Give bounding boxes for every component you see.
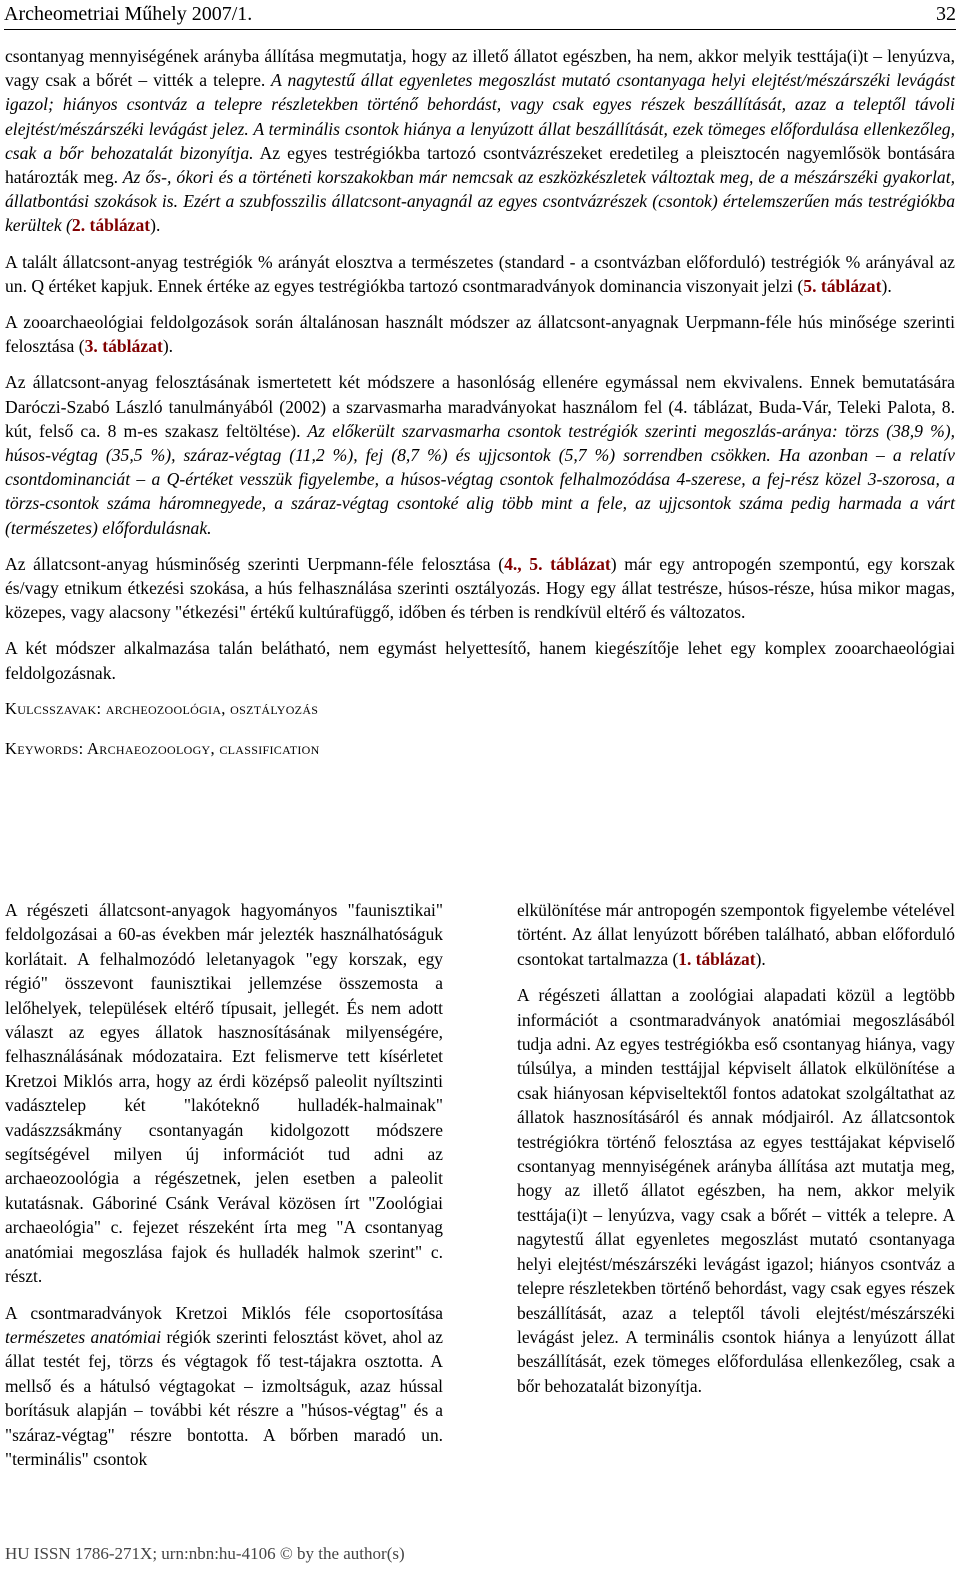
keywords-hungarian: Kulcsszavak: archeozoológia, osztályozás bbox=[5, 698, 319, 718]
left-column bbox=[5, 898, 443, 1483]
intro-paragraph-2: A talált állatcsont-anyag testrégiók % arányát elosztva a természetes (standard - a csontvázban előforduló) testrégiók % arányával az un. Q értéket kapjuk. Ennek értéke az egyes testrégiókba tartozó csontmaradványok dominancia viszonyait jelzi (5. táblázat). bbox=[5, 251, 955, 296]
two-column-body bbox=[5, 898, 955, 1483]
intro-paragraph-3: A zooarchaeológiai feldolgozások során általánosan használt módszer az állatcsont-anyagnak Uerpmann-féle hús minősége szerinti felosztása (3. táblázat). bbox=[5, 312, 955, 357]
page-footer: HU ISSN 1786-271X; urn:nbn:hu-4106 © by the author(s) bbox=[5, 1544, 405, 1563]
intro-paragraph-4: Az állatcsont-anyag felosztásának ismertetett két módszere a hasonlóság ellenére egymással nem ekvivalens. Ennek bemutatására Daróczi-Szabó László tanulmányából (2002) a szarvasmarha maradványokat használom fel (4. táblázat, Buda-Vár, Teleki Palota, 8. kút, felső ca. 8 m-es szakasz feltöltése). Az előkerült szarvasmarha csontok testrégiók szerinti megoszlás-aránya: törzs (38,9 %), húsos-végtag (35,5 %), száraz-végtag (11,2 %), fej (8,7 %) és ujjcsontok (5,7 %) sorrendben csökken. Ha azonban – a relatív csontdominanciát – a Q-értéket vesszük figyelembe, a húsos-végtag csontok felhalmozódása 4-szerese, a fej-rész közel 3-szorosa, a törzs-csontok száma háromnegyede, a száraz-végtag csontoké alig több mint a fele, az ujjcsontok száma pedig harmada a várt (természetes) előfordulásnak. bbox=[5, 372, 955, 538]
right-column bbox=[517, 898, 955, 1483]
left-paragraph-1: A régészeti állatcsont-anyagok hagyományos "faunisztikai" feldolgozásai a 60-as években már jelezték használhatóságuk korlátait. A felhalmozódó leletanyagok "egy korszak, egy régió" összevont faunisztikai jellemzése összemosta a lelőhelyek, települések eltérő típusait, jellegét. És nem adott választ az egyes állatok hasznosításának milyenségére, felhasználásának módozataira. Ezt felismerve tett kísérletet Kretzoi Miklós arra, hogy az érdi középső paleolit nyíltszinti vadásztelep két "lakóteknő hulladék-halmainak" vadászzsákmány csontanyagán kidolgozott módszere segítségével milyen új információt tud adni az archaeozoológia a régészetnek, jelen esetben a paleolit kutatásnak. Gáboriné Csánk Verával közösen írt "Zoológiai archaeológia" c. fejezet részeként írta meg "A csontanyag anatómiai megoszlása fajok és hulladék halmok szerint" c. részt. bbox=[5, 900, 443, 1287]
left-paragraph-2: A csontmaradványok Kretzoi Miklós féle csoportosítása természetes anatómiai régiók szerinti felosztást követ, ahol az állat testét fej, törzs és végtagok fő test-tájakra osztotta. A mellső és a hátulsó végtagokat – izmoltságuk, azaz hússal borításuk alapján – további két részre a "húsos-végtag" és a "száraz-végtag" részre bontotta. A bőrben maradó un. "terminális" csontok bbox=[5, 1302, 443, 1469]
journal-title: Archeometriai Műhely 2007/1. bbox=[4, 3, 253, 25]
right-paragraph-1: elkülönítése már antropogén szempontok figyelembe vételével történt. Az állat lenyúzott bőrében található, abban előforduló csontokat tartalmazza (1. táblázat). bbox=[517, 900, 955, 969]
table-ref-4-5[interactable]: 4., 5. táblázat bbox=[504, 553, 611, 574]
page-header bbox=[4, 2, 956, 30]
table-ref-3[interactable]: 3. táblázat bbox=[84, 336, 163, 357]
table-ref-5[interactable]: 5. táblázat bbox=[803, 275, 882, 296]
right-paragraph-2: A régészeti állattan a zoológiai alapadati közül a legtöbb információt a csontmaradványok anatómiai megoszlásából tudja adni. Az egyes testrégiókba eső csontanyag hiánya, vagy túlsúlya, a minden testtájjal képviselt állatok elkülönítése a csak hiányosan képviseltektől fontos adatokat szolgáltathat az állatok hasznosításáról és annak módjairól. Az állatcsontok testrégiókra történő felosztása az egyes testtájakat képviselő csontanyag mennyiségének arányba állítása azt mutatja meg, hogy az illető állatot egészben, ha nem, akkor melyik testtája(i)t – lenyúzva, vagy csak a bőrét – vitték a telepre. A nagytestű állat egyenletes megoszlást mutató csontanyaga helyi elejtést/mészárszéki levágást igazol; hiányos csontváz a telepre részletekben történő behordást, vagy csak egyes részek beszállítását, azaz a teleptől távoli elejtést/mészárszéki levágást jelez. A terminális csontok hiánya a lenyúzott állat beszállítását, ezek tömeges előfordulása ellenkezőleg, csak a bőr behozatalát bizonyítja. bbox=[517, 985, 955, 1396]
table-ref-1[interactable]: 1. táblázat bbox=[678, 948, 756, 969]
main-text bbox=[5, 44, 955, 777]
intro-paragraph-1: csontanyag mennyiségének arányba állítása megmutatja, hogy az illető állatot egészben, ha nem, akkor melyik testtája(i)t – lenyúzva, vagy csak a bőrét – vitték a telepre. A nagytestű állat egyenletes megoszlást mutató csontanyaga helyi elejtést/mészárszéki levágást igazol; hiányos csontváz a telepre részletekben történő behordást, vagy csak egyes részek beszállítását, azaz a teleptől távoli elejtést/mészárszéki levágást jelez. A terminális csontok hiánya a lenyúzott állat beszállítását, ezek tömeges előfordulása ellenkezőleg, csak a bőr behozatalát bizonyítja. Az egyes testrégiókba tartozó csontvázrészeket eredetileg a pleisztocén nagyemlősök bontására határozták meg. Az ős-, ókori és a történeti korszakokban már nemcsak az eszközkészletek változtak meg, de a mészárszéki gyakorlat, állatbontási szokások is. Ezért a szubfosszilis állatcsont-anyagnál az egyes csontvázrészek (csontok) értelemszerűen más testrégiókba kerültek (2. táblázat). bbox=[5, 46, 955, 236]
intro-paragraph-5: Az állatcsont-anyag húsminőség szerinti Uerpmann-féle felosztása (4., 5. táblázat) már egy antropogén szempontú, egy korszak és/vagy etnikum étkezési szokása, a hús felhasználása szerinti osztályozás. Hogy egy állat testrésze, húsos-része, húsa mikor magas, közepes, vagy alacsony "étkezési" értékű kultúrafüggő, időben és térben is rendkívül eltérő és változatos. bbox=[5, 553, 955, 623]
keywords-english: Keywords: Archaeozoology, classification bbox=[5, 739, 320, 759]
intro-paragraph-6: A két módszer alkalmazása talán belátható, nem egymást helyettesítő, hanem kiegészítője lehet egy komplex zooarchaeológiai feldolgozásnak. bbox=[5, 638, 955, 683]
table-ref-2[interactable]: 2. táblázat bbox=[71, 215, 151, 236]
page-number: 32 bbox=[936, 3, 956, 25]
